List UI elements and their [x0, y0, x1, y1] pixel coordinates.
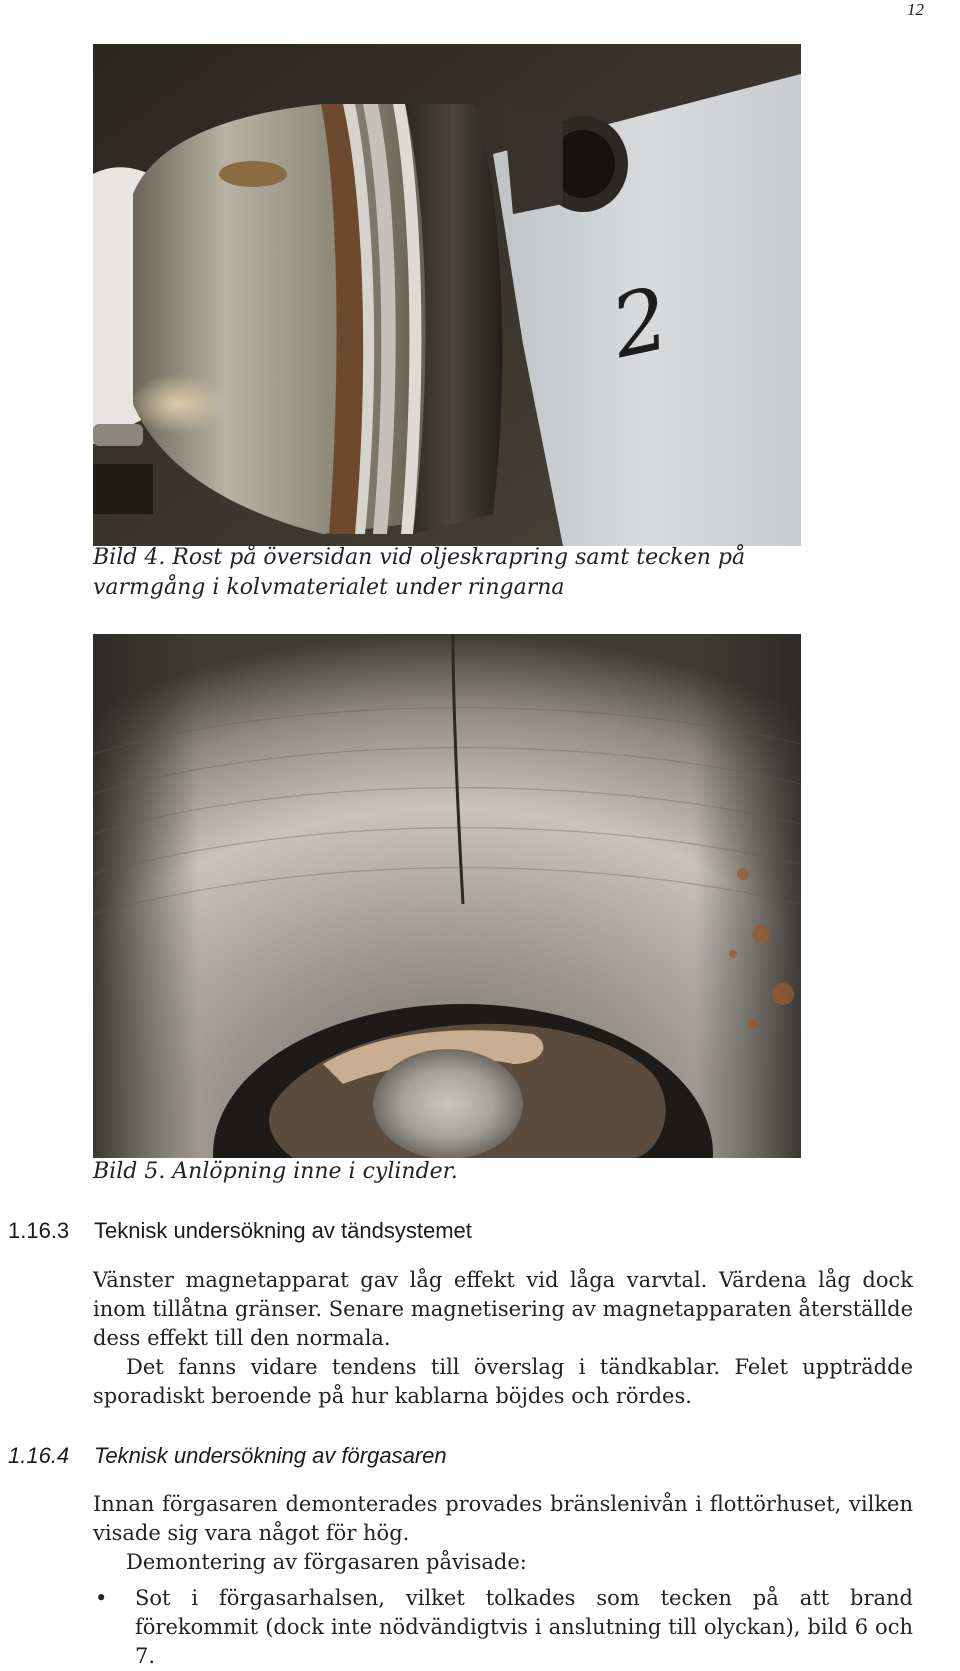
paragraph: Det fanns vidare tendens till överslag i tändkablar. Felet uppträdde sporadiskt beroende på hur kablarna böjdes och rördes. [93, 1355, 913, 1408]
section-number: 1.16.3 [8, 1218, 70, 1243]
figure-5-caption: Bild 5. Anlöpning inne i cylinder. [93, 1159, 458, 1184]
figure-4-caption [93, 543, 833, 603]
caption-line: Bild 4. Rost på översidan vid oljeskrapring samt tecken på [93, 545, 746, 570]
paragraph: Demontering av förgasaren påvisade: [126, 1550, 527, 1574]
paragraph: Vänster magnetapparat gav låg effekt vid låga varvtal. Värdena låg dock inom tillåtna gränser. Senare magnetisering av magnetapparaten återställde dess effekt till den normala. [93, 1268, 913, 1350]
caption-line: varmgång i kolvmaterialet under ringarna [93, 575, 565, 600]
section-title: Teknisk undersökning av förgasaren [94, 1443, 447, 1468]
cylinder-photo [93, 634, 801, 1158]
marking-text: 2 [603, 268, 678, 379]
section-heading-1-16-3 [8, 1218, 472, 1244]
bullet-icon: • [95, 1586, 108, 1610]
section-1-16-3-body [93, 1266, 913, 1411]
list-item-text: Sot i förgasarhalsen, vilket tolkades som tecken på att brand förekommit (dock inte nödvändigtvis i anslutning till olyckan), bild 6 och 7. [135, 1586, 913, 1668]
findings-list [93, 1584, 913, 1671]
paragraph: Innan förgasaren demonterades provades bränslenivån i flottörhuset, vilken visade sig vara något för hög. [93, 1492, 913, 1545]
piston-photo [93, 44, 801, 546]
section-title: Teknisk undersökning av tändsystemet [94, 1218, 472, 1243]
section-number: 1.16.4 [8, 1443, 70, 1468]
page-number: 12 [907, 0, 924, 19]
list-item [93, 1584, 913, 1671]
section-1-16-4-body [93, 1490, 913, 1577]
section-heading-1-16-4 [8, 1443, 447, 1469]
